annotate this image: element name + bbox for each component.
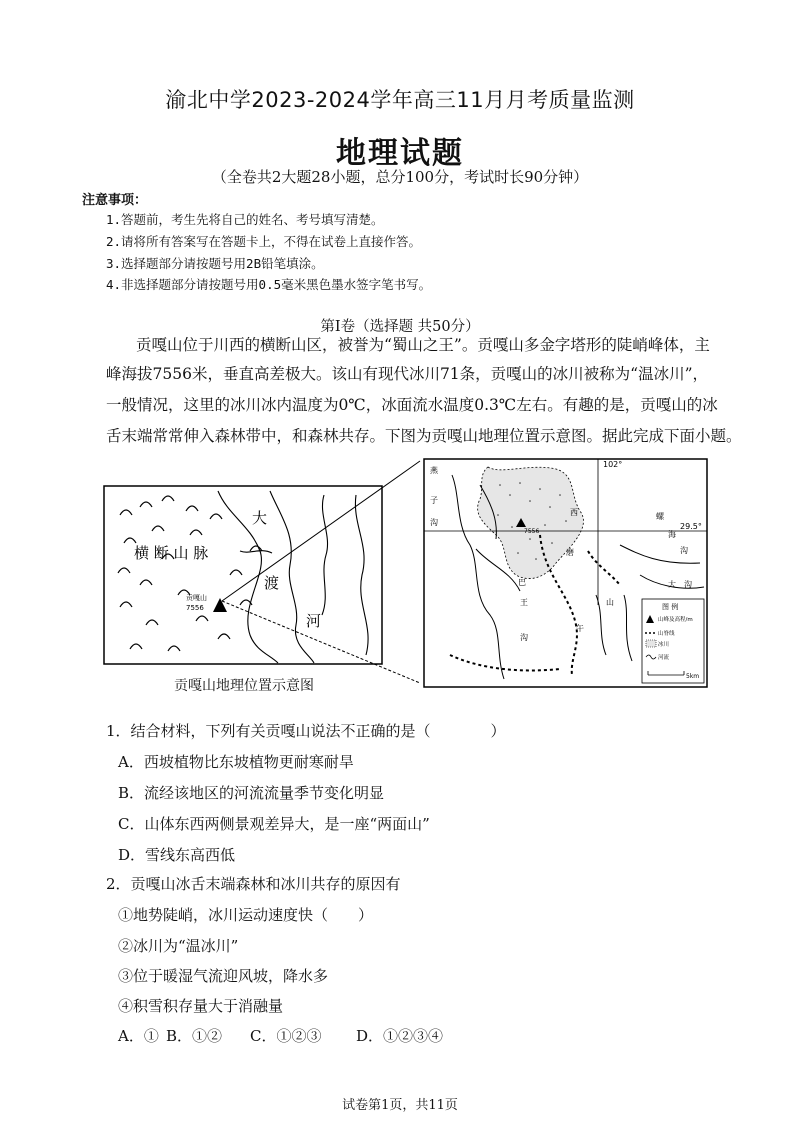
note-item: 4.非选择题部分请按题号用0.5毫米黑色墨水签字笔书写。 [106, 277, 432, 292]
place-label: 燕 [430, 466, 438, 475]
legend-title: 图 例 [662, 603, 679, 611]
figure-caption: 贡嘎山地理位置示意图 [174, 678, 314, 694]
peak-name: 贡嘎山 [186, 594, 207, 602]
place-label: 山 [606, 598, 614, 607]
note-item: 3.选择题部分请按题号用2B铅笔填涂。 [106, 256, 324, 271]
question-item: ②冰川为“温冰川” [118, 937, 239, 955]
place-label: 沟 [430, 518, 438, 527]
question-option: A．西坡植物比东坡植物更耐寒耐旱 [118, 753, 354, 771]
question-option: C．山体东西两侧景观差异大，是一座“两面山” [118, 815, 430, 833]
passage-line: 一般情况，这里的冰川冰内温度为0℃，冰面流水温度0.3℃左右。有趣的是，贡嘎山的冰 [106, 396, 718, 414]
passage-line: 峰海拔7556米，垂直高差极大。该山有现代冰川71条，贡嘎山的冰川被称为“温冰川”， [106, 365, 709, 383]
peak-height: 7556 [186, 604, 204, 612]
place-label: 王 [520, 598, 528, 607]
question-option: C．①②③ [250, 1027, 322, 1045]
question-option: B．①② [166, 1027, 223, 1045]
place-label: 磨 [566, 548, 574, 557]
lon-label: 102° [603, 460, 623, 469]
question-item: ④积雪积存量大于消融量 [118, 997, 284, 1015]
label-da: 大 [252, 509, 268, 527]
place-label: 午 [576, 624, 584, 633]
question-option: A．① [118, 1027, 159, 1045]
question-option: D．①②③④ [356, 1027, 444, 1045]
left-map [104, 461, 420, 683]
legend-river: 河流 [658, 655, 670, 661]
note-item: 2.请将所有答案写在答题卡上，不得在试卷上直接作答。 [106, 234, 422, 249]
legend-glacier: 冰川 [658, 642, 670, 648]
notes-heading: 注意事项： [82, 193, 148, 208]
right-map [424, 459, 707, 687]
legend-peak: 山峰及高程/m [658, 617, 693, 623]
label-hengduan: 横 断 山 脉 [134, 544, 209, 562]
label-du: 渡 [264, 574, 280, 592]
passage-line: 舌末端常常伸入森林带中，和森林共存。下图为贡嘎山地理位置示意图。据此完成下面小题。 [106, 427, 742, 445]
place-label: 巴 [518, 578, 526, 587]
label-he: 河 [306, 612, 322, 630]
right-peak-height: 7556 [524, 528, 540, 535]
legend-ridge: 山脊线 [658, 631, 675, 637]
question-option: B．流经该地区的河流流量季节变化明显 [118, 784, 385, 802]
subject-title: 地理试题 [336, 136, 464, 171]
question-stem: 2．贡嘎山冰舌末端森林和冰川共存的原因有 [106, 875, 401, 893]
question-option: D．雪线东高西低 [118, 846, 236, 864]
place-label: 螺 [656, 512, 664, 521]
passage-line: 贡嘎山位于川西的横断山区，被誉为“蜀山之王”。贡嘎山多金字塔形的陡峭峰体，主 [136, 336, 710, 354]
legend [642, 599, 704, 683]
location-map-figure [100, 455, 710, 690]
question-item: ①地势陡峭，冰川运动速度快（ ） [118, 906, 374, 924]
place-label: 西 [570, 508, 578, 517]
exam-info: （全卷共2大题28小题，总分100分，考试时长90分钟） [211, 168, 589, 186]
lat-label: 29.5° [680, 522, 702, 531]
question-item: ③位于暖湿气流迎风坡，降水多 [118, 967, 329, 985]
question-stem: 1．结合材料，下列有关贡嘎山说法不正确的是（ ） [106, 722, 506, 740]
exam-title: 渝北中学2023-2024学年高三11月月考质量监测 [165, 88, 635, 112]
place-label: 子 [430, 496, 438, 505]
section-heading: 第Ⅰ卷（选择题 共50分） [320, 319, 480, 335]
place-label: 大 [668, 580, 676, 589]
place-label: 沟 [684, 580, 692, 589]
place-label: 沟 [680, 546, 688, 555]
place-label: 沟 [520, 633, 528, 642]
scale-label: 5km [686, 673, 700, 680]
note-item: 1.答题前，考生先将自己的姓名、考号填写清楚。 [106, 212, 384, 227]
place-label: 海 [668, 530, 676, 539]
page-footer: 试卷第1页，共11页 [342, 1098, 458, 1113]
